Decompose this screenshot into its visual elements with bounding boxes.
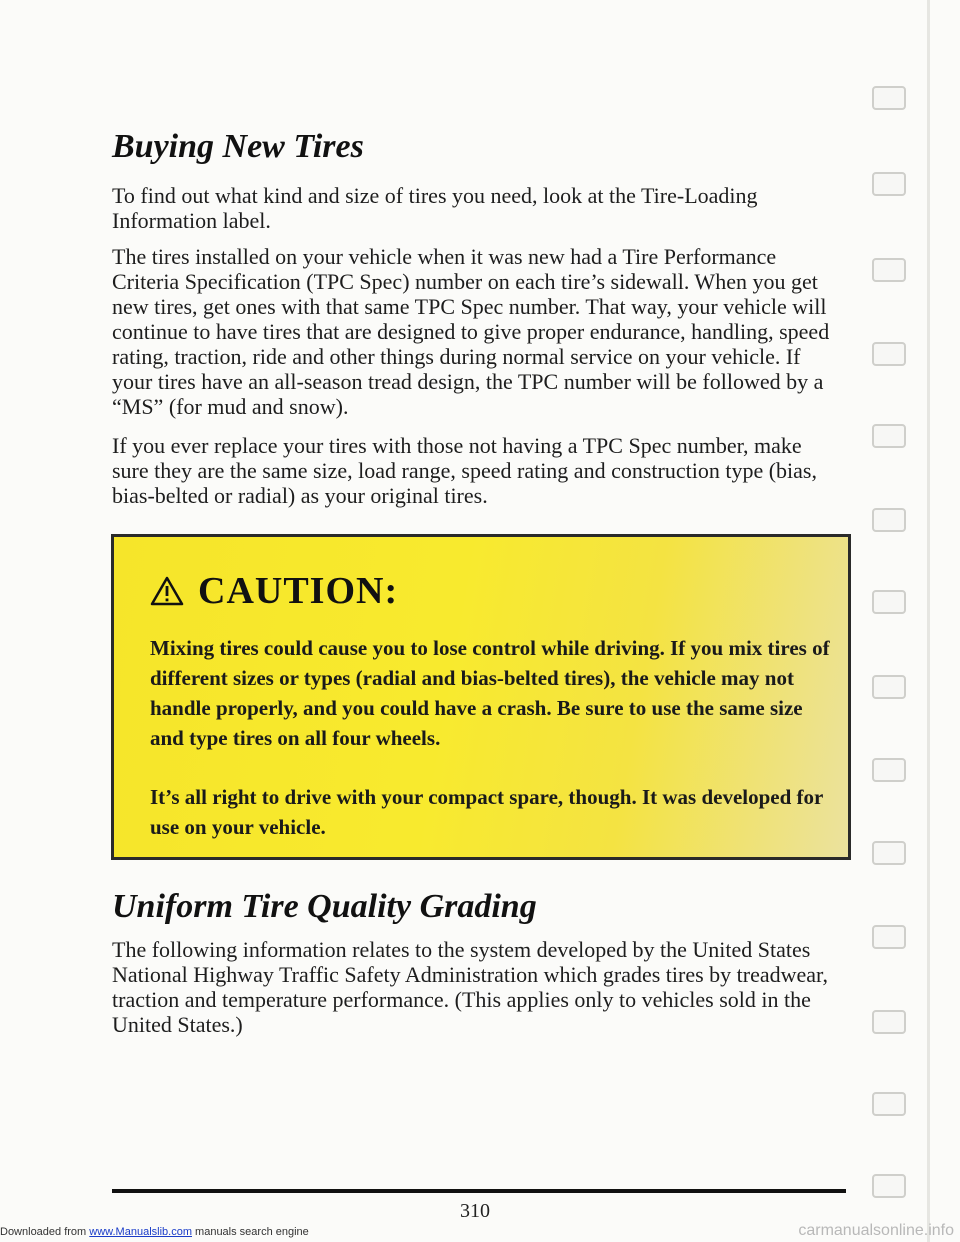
index-tab[interactable]	[872, 172, 906, 196]
warning-triangle-icon	[150, 576, 184, 606]
paragraph: The following information relates to the system developed by the United States National Highway Traffic Safety Administration which grades tires by treadwear, traction and temperature performance. (This applies only to vehicles sold in the United States.)	[112, 937, 828, 1037]
index-tab[interactable]	[872, 86, 906, 110]
index-tab[interactable]	[872, 675, 906, 699]
caution-paragraph: Mixing tires could cause you to lose control while driving. If you mix tires of different sizes or types (radial and bias-belted tires), the vehicle may not handle properly, and you could have a crash. Be sure to use the same size and type tires on all four wheels.	[150, 636, 830, 750]
caution-box	[111, 534, 851, 860]
index-tab[interactable]	[872, 841, 906, 865]
index-tab[interactable]	[872, 342, 906, 366]
paragraph: If you ever replace your tires with those not having a TPC Spec number, make sure they are the same size, load range, speed rating and construction type (bias, bias-belted or radial) as your original tires.	[112, 433, 817, 508]
caution-title: CAUTION:	[198, 570, 399, 612]
index-tab[interactable]	[872, 925, 906, 949]
paragraph: To find out what kind and size of tires you need, look at the Tire-Loading Information label.	[112, 183, 758, 233]
section-title-buying-new-tires: Buying New Tires	[112, 128, 364, 165]
footer-rule	[112, 1189, 846, 1193]
paragraph: The tires installed on your vehicle when it was new had a Tire Performance Criteria Specification (TPC Spec) number on each tire’s sidewall. When you get new tires, get ones with that same TPC Spec number. That way, your vehicle will continue to have tires that are designed to give proper endurance, handling, speed rating, traction, ride and other things during normal service on your vehicle. If your tires have an all-season tread design, the TPC number will be followed by a “MS” (for mud and snow).	[112, 244, 830, 419]
index-tab[interactable]	[872, 758, 906, 782]
caution-header	[150, 569, 398, 613]
index-tab[interactable]	[872, 424, 906, 448]
manualslib-link[interactable]: www.Manualslib.com	[89, 1226, 192, 1238]
page-number: 310	[460, 1200, 490, 1222]
index-tab[interactable]	[872, 508, 906, 532]
index-tab[interactable]	[872, 1174, 906, 1198]
index-tab[interactable]	[872, 258, 906, 282]
index-tab[interactable]	[872, 1092, 906, 1116]
caution-paragraph: It’s all right to drive with your compact spare, though. It was developed for use on your vehicle.	[150, 785, 823, 839]
download-note-prefix: Downloaded from	[0, 1226, 90, 1238]
download-note	[0, 1226, 309, 1238]
download-note-suffix: manuals search engine	[191, 1226, 309, 1238]
section-title-uniform-tire-quality-grading: Uniform Tire Quality Grading	[112, 888, 537, 925]
index-tab[interactable]	[872, 590, 906, 614]
watermark: carmanualsonline.info	[798, 1222, 954, 1239]
index-tab[interactable]	[872, 1010, 906, 1034]
